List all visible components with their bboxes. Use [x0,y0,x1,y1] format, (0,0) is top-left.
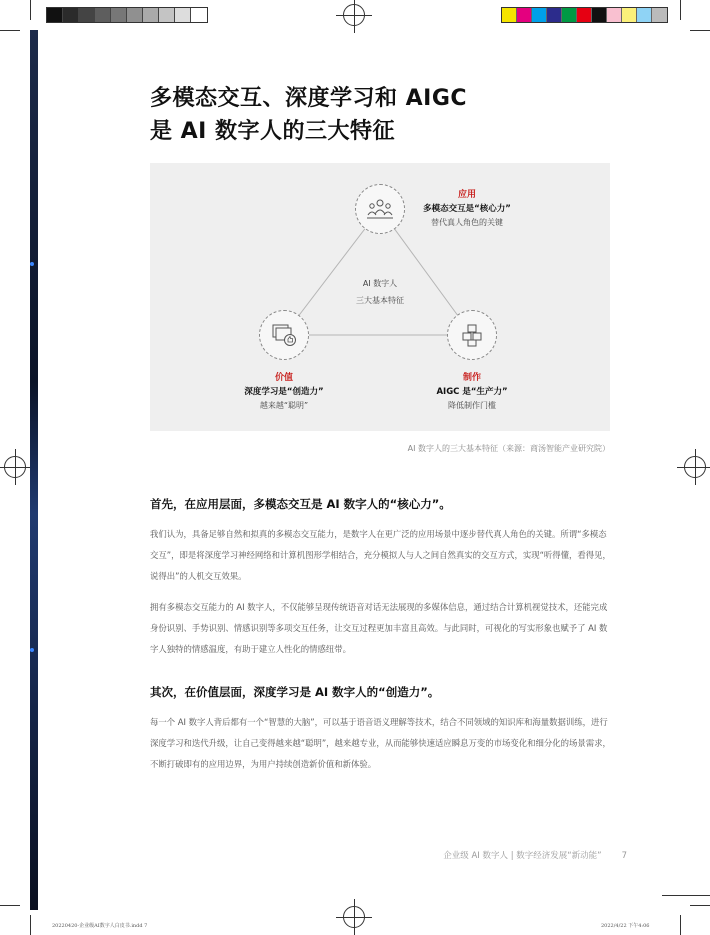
print-slug-timestamp: 2022/4/22 下午4:06 [601,923,650,929]
crop-mark [680,915,681,935]
value-node [259,310,309,360]
gray-patch [63,8,79,22]
features-diagram [150,163,610,431]
crop-mark [30,915,31,935]
color-patch [517,8,532,22]
gray-patch [191,8,207,22]
cmyk-color-bar [501,7,668,23]
value-label [229,371,339,413]
color-patch [577,8,592,22]
color-patch [622,8,637,22]
print-slug-filename: 20220420-企业级AI数字人白皮书.indd 7 [52,923,148,929]
production-tag: 制作 [462,373,481,383]
crop-mark [0,30,20,31]
gray-patch [127,8,143,22]
section-1-paragraph-2: 拥有多模态交互能力的 AI 数字人，不仅能够呈现传统语音对话无法展现的多媒体信息，通过结合计算机视觉技术，还能完成身份识别、手势识别、情感识别等多项交互任务，让交互过程更加丰富且高效。与此同时，可视化的写实形象也赋予了 AI 数字人独特的情感温度，有助于建立人性化的情感纽带。 [150,602,608,654]
figure-caption: AI 数字人的三大基本特征（来源：商汤智能产业研究院） [407,444,610,453]
application-subtext: 替代真人角色的关键 [431,218,503,227]
section-2-heading: 其次，在价值层面，深度学习是 AI 数字人的“创造力”。 [150,685,440,699]
center-line-2: 三大基本特征 [356,296,404,305]
book-spine-edge [30,30,38,910]
spine-highlight [30,262,34,266]
spine-highlight [30,648,34,652]
title-line-1: 多模态交互、深度学习和 AIGC [150,86,468,111]
gray-patch [159,8,175,22]
cubes-icon [458,321,486,349]
production-subtext: 降低制作门槛 [448,401,496,410]
crop-mark [662,895,710,896]
registration-mark-bottom [343,906,365,928]
gray-patch [47,8,63,22]
gray-patch [79,8,95,22]
color-patch [637,8,652,22]
thumbs-up-cards-icon [270,322,298,348]
application-heading: 多模态交互是“核心力” [423,204,511,214]
section-2-paragraph-1: 每一个 AI 数字人背后都有一个“智慧的大脑”，可以基于语音语义理解等技术，结合不同领域的知识库和海量数据训练，进行深度学习和迭代升级，让自己变得越来越“聪明”，越来越专业，从而能够快速适应瞬息万变的市场变化和细分化的场景需求，不断打破即有的应用边界，为用户持续创造新价值和新体验。 [150,717,611,769]
color-patch [547,8,562,22]
crop-mark [690,905,710,906]
diagram-center-label [330,275,430,309]
color-patch [562,8,577,22]
registration-mark-left [4,456,26,478]
crop-mark [0,905,20,906]
section-1-paragraph-1: 我们认为，具备足够自然和拟真的多模态交互能力，是数字人在更广泛的应用场景中逐步替代真人角色的关键。所谓“多模态交互”，即是将深度学习神经网络和计算机图形学相结合，充分模拟人与人之间自然真实的交互方式，实现“听得懂，看得见，说得出”的人机交互效果。 [150,529,611,581]
crop-mark [30,0,31,20]
gray-patch [175,8,191,22]
production-node [447,310,497,360]
people-group-icon [365,197,395,221]
gray-patch [111,8,127,22]
crop-mark [680,0,681,20]
page-footer [300,849,627,861]
application-label [412,188,522,230]
production-label [417,371,527,413]
registration-mark-right [684,456,706,478]
gray-patch [95,8,111,22]
center-line-1: AI 数字人 [362,279,398,288]
color-patch [607,8,622,22]
registration-mark-top [343,4,365,26]
gray-color-bar [46,7,208,23]
color-patch [502,8,517,22]
color-patch [652,8,667,22]
color-patch [592,8,607,22]
footer-text: 企业级 AI 数字人 | 数字经济发展“新动能” [443,851,602,861]
crop-mark [690,30,710,31]
application-node [355,184,405,234]
value-subtext: 越来越“聪明” [259,401,309,410]
value-tag: 价值 [274,373,293,383]
page-title [150,82,467,148]
section-1-heading: 首先，在应用层面，多模态交互是 AI 数字人的“核心力”。 [150,497,451,511]
gray-patch [143,8,159,22]
application-tag: 应用 [457,190,476,200]
title-line-2: 是 AI 数字人的三大特征 [150,119,396,144]
page-number: 7 [621,851,627,861]
color-patch [532,8,547,22]
value-heading: 深度学习是“创造力” [244,387,324,397]
production-heading: AIGC 是“生产力” [436,387,508,397]
